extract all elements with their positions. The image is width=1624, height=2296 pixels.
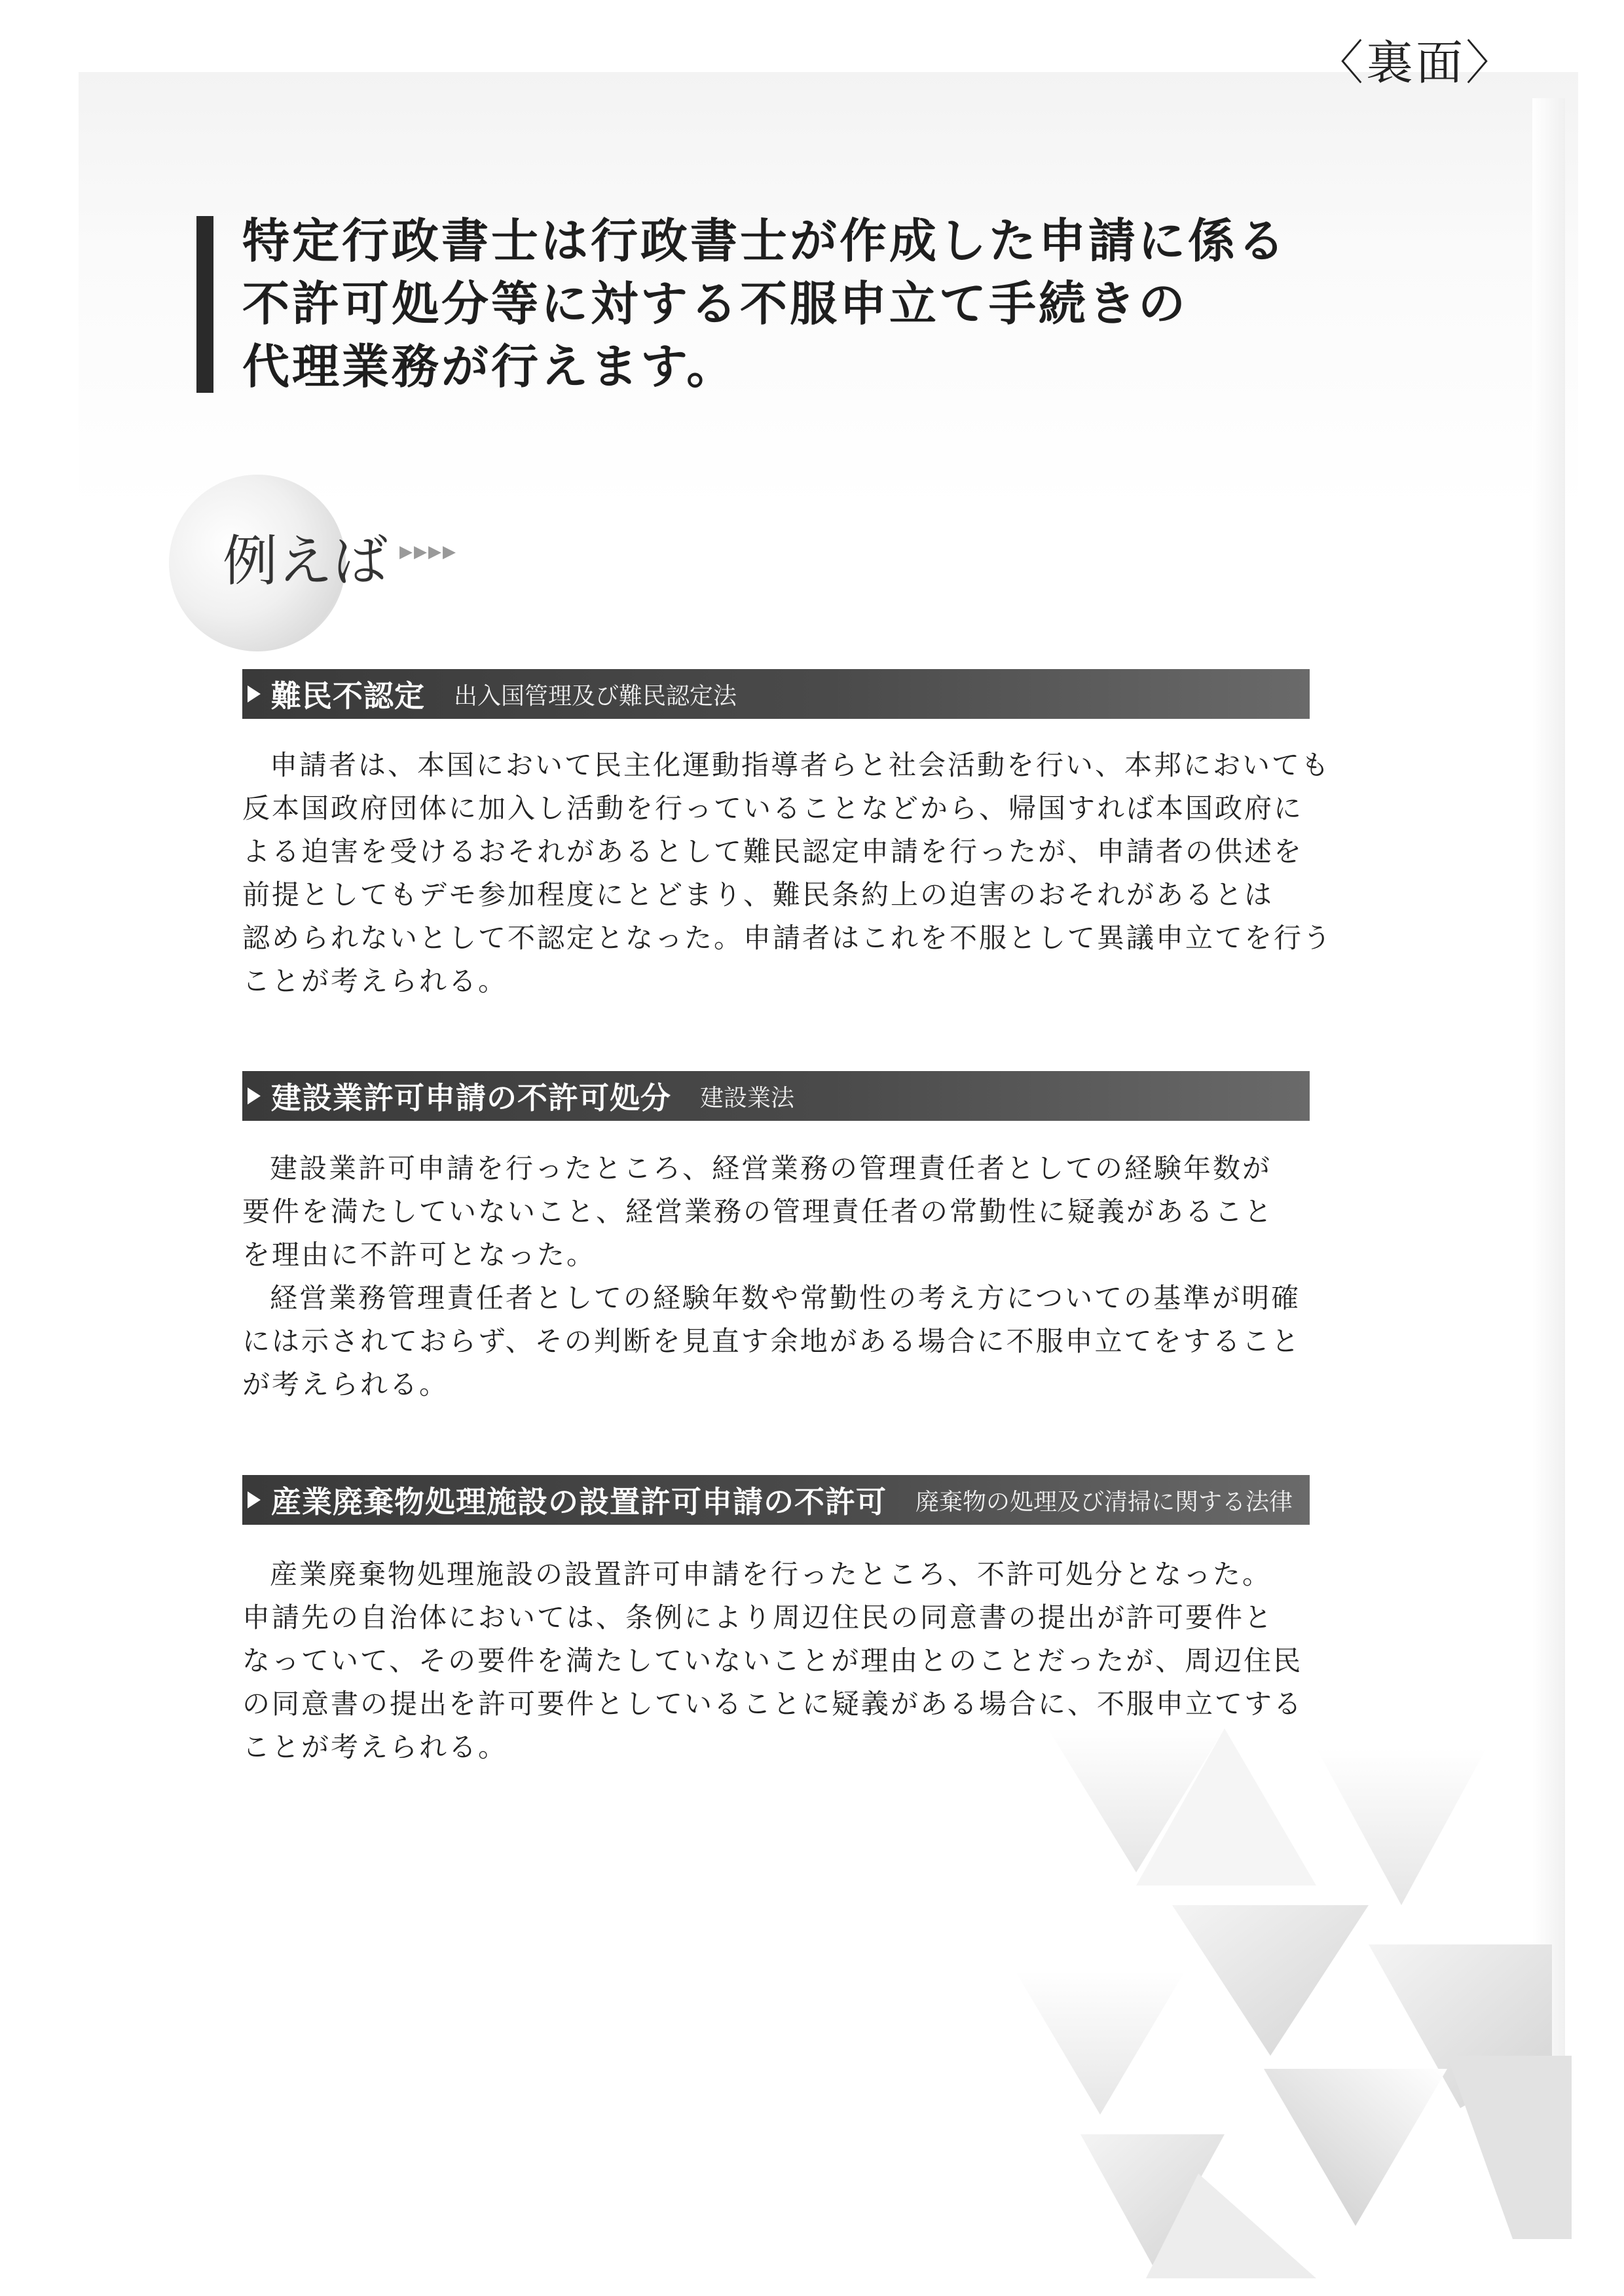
headline-accent-bar [196,216,213,393]
body-line: 申請先の自治体においては、条例により周辺住民の同意書の提出が許可要件と [242,1601,1274,1633]
body-line: の同意書の提出を許可要件としていることに疑義がある場合に、不服申立てする [242,1688,1304,1720]
section-title: 産業廃棄物処理施設の設置許可申請の不許可 [271,1484,887,1520]
body-line: 経営業務管理責任者としての経験年数や常勤性の考え方についての基準が明確 [270,1282,1301,1314]
headline [242,210,1356,398]
body-line: ことが考えられる。 [242,1731,508,1763]
example-heading: 例えば [223,529,388,593]
body-line: 申請者は、本国において民主化運動指導者らと社会活動を行い、本邦においても [270,749,1331,781]
triangle-right-icon [248,685,261,702]
body-line: が考えられる。 [242,1368,449,1400]
triangle-shape [1172,1905,1369,2056]
triangle-right-icon [248,1087,261,1104]
section-law: 廃棄物の処理及び清掃に関する法律 [915,1488,1293,1516]
body-line: なっていて、その要件を満たしていないことが理由とのことだったが、周辺住民 [242,1645,1303,1677]
body-line: 反本国政府団体に加入し活動を行っていることなどから、帰国すれば本国政府に [242,792,1304,824]
body-line: 産業廃棄物処理施設の設置許可申請を行ったところ、不許可処分となった。 [270,1558,1272,1590]
section-title: 建設業許可申請の不許可処分 [271,1080,671,1116]
headline-line: 特定行政書士は行政書士が作成した申請に係る [242,213,1288,268]
section-title: 難民不認定 [271,678,425,714]
section-body-refugee [242,744,1333,1003]
body-line: 要件を満たしていないこと、経営業務の管理責任者の常勤性に疑義があること [242,1195,1274,1228]
decorative-triangles [950,1689,1572,2291]
triangle-shape [1316,1748,1486,1905]
body-line: 認められないとして不認定となった。申請者はこれを不服として異議申立てを行う [242,922,1333,954]
section-law: 出入国管理及び難民認定法 [454,682,737,710]
triangle-shape [1447,2056,1572,2239]
headline-line: 不許可処分等に対する不服申立て手続きの [242,276,1189,331]
arrow-icons: ▶▶▶▶ [399,542,457,562]
body-line: を理由に不許可となった。 [242,1239,597,1271]
triangle-shape [1264,2069,1447,2226]
section-header-construction [242,1071,1310,1121]
body-line: ことが考えられる。 [242,965,508,997]
page-label: 〈裏面〉 [1316,35,1516,90]
body-line: よる迫害を受けるおそれがあるとして難民認定申請を行ったが、申請者の供述を [242,835,1304,867]
section-header-refugee [242,669,1310,719]
body-line: には示されておらず、その判断を見直す余地がある場合に不服申立てをすること [242,1325,1301,1357]
body-line: 前提としてもデモ参加程度にとどまり、難民条約上の迫害のおそれがあるとは [242,879,1274,911]
triangle-right-icon [248,1491,261,1508]
section-header-waste [242,1475,1310,1525]
body-line: 建設業許可申請を行ったところ、経営業務の管理責任者としての経験年数が [270,1152,1272,1184]
headline-line: 代理業務が行えます。 [242,339,737,394]
section-law: 建設業法 [700,1084,795,1112]
section-body-construction [242,1147,1316,1406]
triangle-shape [1015,1971,1185,2115]
